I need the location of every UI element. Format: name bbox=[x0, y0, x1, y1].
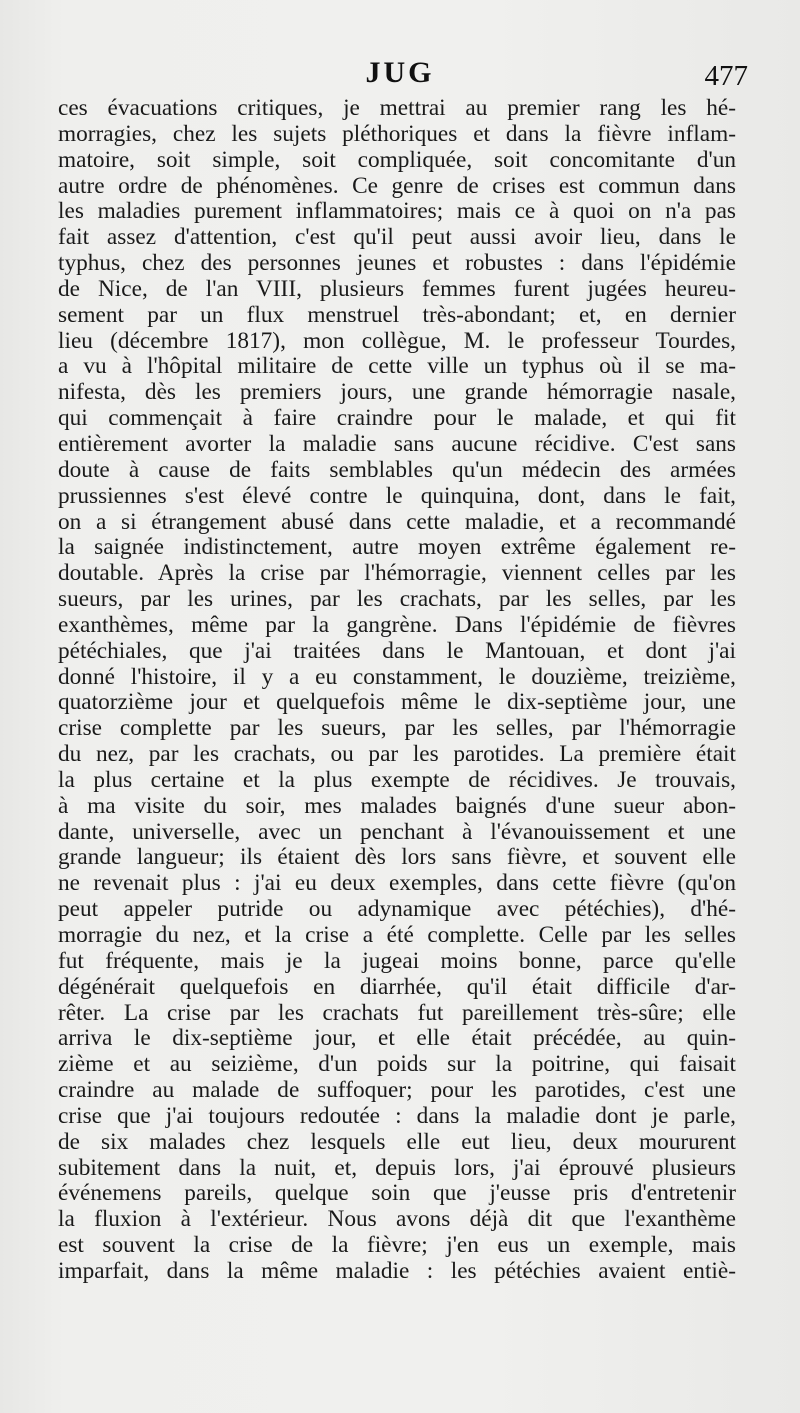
text-line: les maladies purement inflammatoires; mais ce à quoi on n'a pas bbox=[58, 199, 736, 225]
text-line: doute à cause de faits semblables qu'un médecin des armées bbox=[58, 457, 736, 483]
text-line: prussiennes s'est élevé contre le quinquina, dont, dans le fait, bbox=[58, 483, 736, 509]
text-line: grande langueur; ils étaient dès lors sans fièvre, et souvent elle bbox=[58, 845, 736, 871]
body-text bbox=[58, 96, 736, 1285]
text-line: ne revenait plus : j'ai eu deux exemples, dans cette fièvre (qu'on bbox=[58, 871, 736, 897]
text-line: la fluxion à l'extérieur. Nous avons déjà dit que l'exanthème bbox=[58, 1207, 736, 1233]
text-line: subitement dans la nuit, et, depuis lors, j'ai éprouvé plusieurs bbox=[58, 1155, 736, 1181]
text-line: pétéchiales, que j'ai traitées dans le Mantouan, et dont j'ai bbox=[58, 638, 736, 664]
text-line: fait assez d'attention, c'est qu'il peut aussi avoir lieu, dans le bbox=[58, 225, 736, 251]
text-line: dégénérait quelquefois en diarrhée, qu'il était difficile d'ar- bbox=[58, 974, 736, 1000]
text-line: fut fréquente, mais je la jugeai moins bonne, parce qu'elle bbox=[58, 948, 736, 974]
text-line: imparfait, dans la même maladie : les pétéchies avaient entiè- bbox=[58, 1258, 736, 1284]
text-line: sement par un flux menstruel très-abondant; et, en dernier bbox=[58, 302, 736, 328]
text-line: de six malades chez lesquels elle eut lieu, deux moururent bbox=[58, 1129, 736, 1155]
text-line: morragie du nez, et la crise a été complette. Celle par les selles bbox=[58, 923, 736, 948]
running-head: JUG bbox=[365, 56, 435, 89]
text-line: matoire, soit simple, soit compliquée, soit concomitante d'un bbox=[58, 147, 736, 173]
text-line: à ma visite du soir, mes malades baignés d'une sueur abon- bbox=[58, 793, 736, 819]
text-line: ces évacuations critiques, je mettrai au premier rang les hé- bbox=[58, 96, 736, 121]
text-line: exanthèmes, même par la gangrène. Dans l'épidémie de fièvres bbox=[58, 612, 736, 638]
text-line: la plus certaine et la plus exempte de récidives. Je trouvais, bbox=[58, 767, 736, 793]
text-line: crise complette par les sueurs, par les selles, par l'hémorragie bbox=[58, 716, 736, 742]
text-line: a vu à l'hôpital militaire de cette ville un typhus où il se ma- bbox=[58, 354, 736, 380]
text-line: quatorzième jour et quelquefois même le dix-septième jour, une bbox=[58, 690, 736, 716]
text-line: crise que j'ai toujours redoutée : dans la maladie dont je parle, bbox=[58, 1103, 736, 1129]
text-line: sueurs, par les urines, par les crachats, par les selles, par les bbox=[58, 587, 736, 613]
text-line: craindre au malade de suffoquer; pour les parotides, c'est une bbox=[58, 1078, 736, 1104]
text-line: qui commençait à faire craindre pour le malade, et qui fit bbox=[58, 406, 736, 432]
text-line: événemens pareils, quelque soin que j'eusse pris d'entretenir bbox=[58, 1181, 736, 1207]
text-line: typhus, chez des personnes jeunes et robustes : dans l'épidémie bbox=[58, 251, 736, 277]
text-line: doutable. Après la crise par l'hémorragie, viennent celles par les bbox=[58, 561, 736, 587]
text-line: nifesta, dès les premiers jours, une grande hémorragie nasale, bbox=[58, 380, 736, 406]
text-line: arriva le dix-septième jour, et elle était précédée, au quin- bbox=[58, 1026, 736, 1052]
text-line: zième et au seizième, d'un poids sur la poitrine, qui faisait bbox=[58, 1052, 736, 1078]
text-line: la saignée indistinctement, autre moyen extrême également re- bbox=[58, 535, 736, 561]
text-line: on a si étrangement abusé dans cette maladie, et a recommandé bbox=[58, 509, 736, 535]
text-line: rêter. La crise par les crachats fut pareillement très-sûre; elle bbox=[58, 1000, 736, 1026]
text-line: lieu (décembre 1817), mon collègue, M. le professeur Tourdes, bbox=[58, 328, 736, 354]
text-line: de Nice, de l'an VIII, plusieurs femmes furent jugées heureu- bbox=[58, 276, 736, 302]
text-line: autre ordre de phénomènes. Ce genre de crises est commun dans bbox=[58, 173, 736, 199]
text-line: est souvent la crise de la fièvre; j'en eus un exemple, mais bbox=[58, 1233, 736, 1259]
text-line: entièrement avorter la maladie sans aucune récidive. C'est sans bbox=[58, 431, 736, 457]
text-line: du nez, par les crachats, ou par les parotides. La première était bbox=[58, 742, 736, 768]
text-line: donné l'histoire, il y a eu constamment, le douzième, treizième, bbox=[58, 664, 736, 690]
text-line: peut appeler putride ou adynamique avec pétéchies), d'hé- bbox=[58, 897, 736, 923]
page-number: 477 bbox=[704, 60, 748, 92]
text-line: dante, universelle, avec un penchant à l'évanouissement et une bbox=[58, 819, 736, 845]
text-line: morragies, chez les sujets pléthoriques et dans la fièvre inflam- bbox=[58, 121, 736, 147]
page-header bbox=[60, 56, 748, 96]
